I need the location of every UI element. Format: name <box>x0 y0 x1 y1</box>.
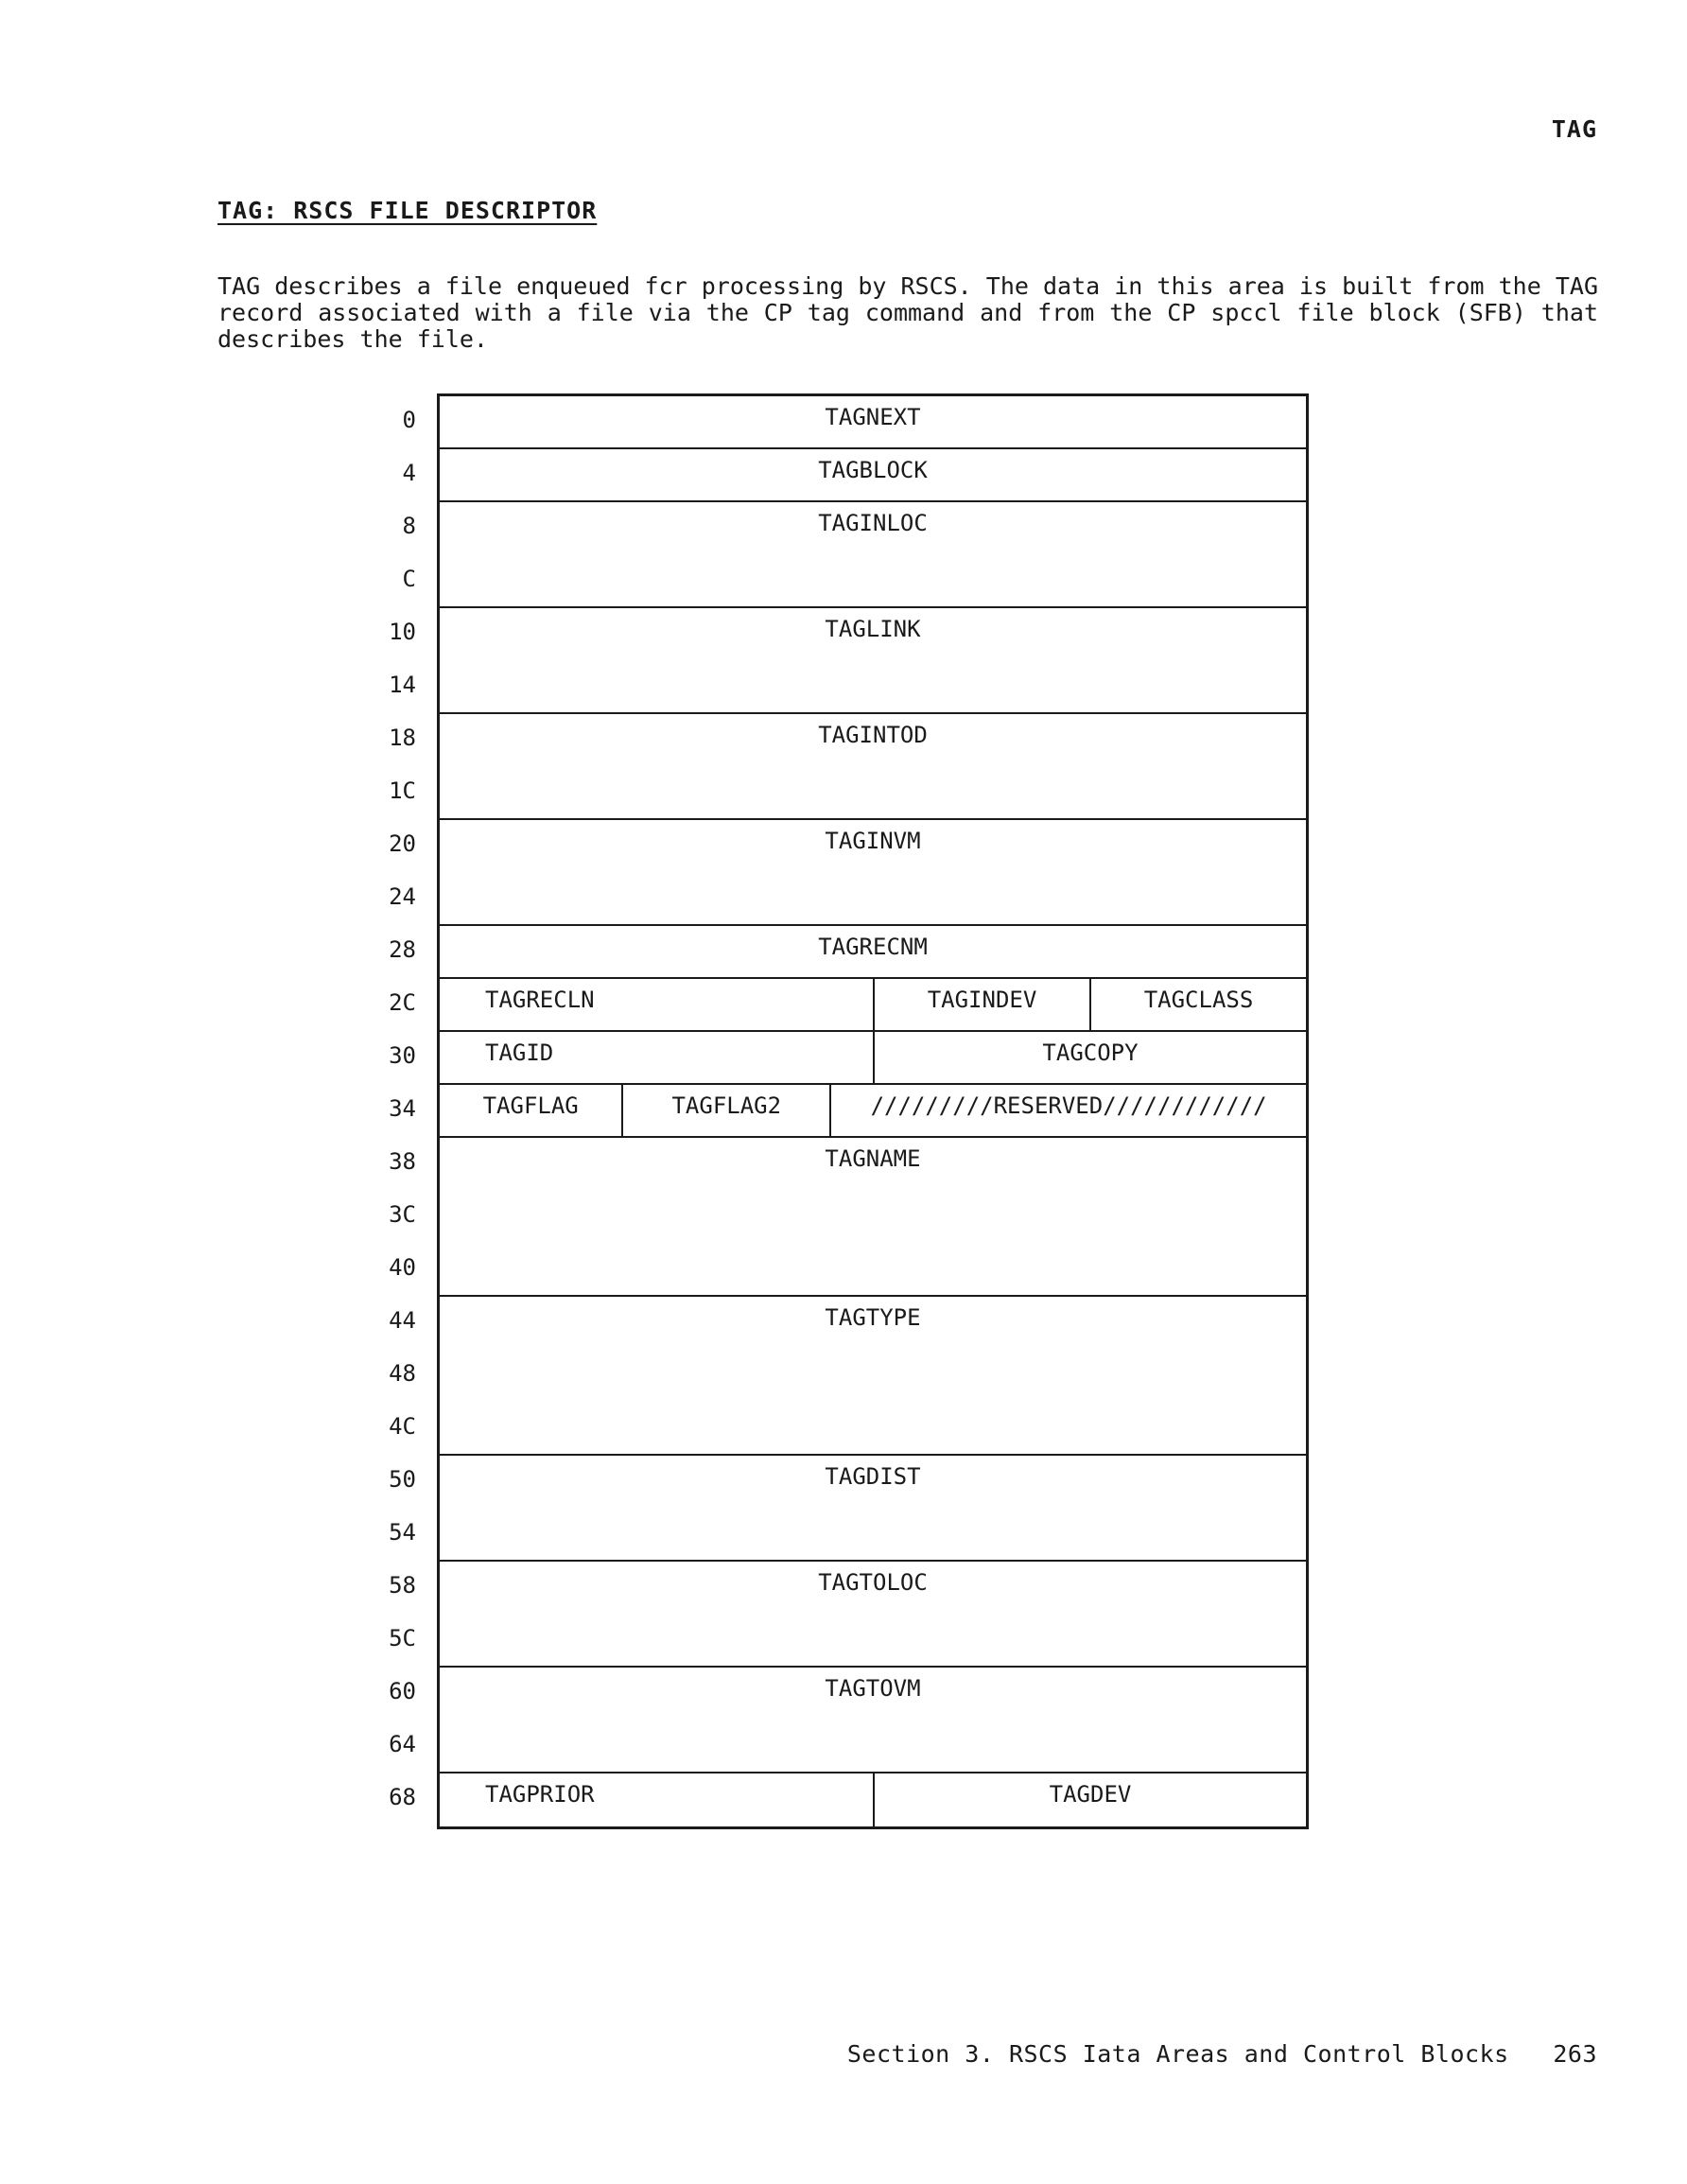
offset-label: 5C <box>389 1625 416 1651</box>
field-tagcopy: TAGCOPY <box>873 1032 1306 1083</box>
row-tagnext <box>440 396 1306 449</box>
offset-label: C <box>402 566 416 592</box>
field-tagrecnm: TAGRECNM <box>818 934 928 960</box>
row-tagtoloc <box>440 1562 1306 1668</box>
field-tagblock: TAGBLOCK <box>818 457 928 483</box>
offset-label: 2C <box>389 989 416 1016</box>
field-tagnext: TAGNEXT <box>825 404 921 430</box>
offset-label: 48 <box>389 1360 416 1387</box>
offset-label: 1C <box>389 778 416 804</box>
row-tagtype <box>440 1297 1306 1456</box>
field-tagclass: TAGCLASS <box>1089 979 1306 1030</box>
offset-label: 18 <box>389 725 416 751</box>
row-tagname <box>440 1138 1306 1297</box>
offset-label: 0 <box>402 407 416 433</box>
field-tagprior: TAGPRIOR <box>485 1781 595 1808</box>
offset-label: 4C <box>389 1413 416 1440</box>
offset-label: 30 <box>389 1042 416 1069</box>
row-tagintod <box>440 714 1306 820</box>
field-tagtovm: TAGTOVM <box>825 1675 921 1702</box>
field-diagram <box>437 393 1309 1829</box>
offset-label: 3C <box>389 1201 416 1228</box>
field-tagtype: TAGTYPE <box>825 1304 921 1331</box>
footer-section-title: Section 3. RSCS Iata Areas and Control Blocks <box>846 2040 1509 2068</box>
field-tagintod: TAGINTOD <box>818 722 928 748</box>
row-tagblock <box>440 449 1306 502</box>
offset-label: 40 <box>389 1254 416 1281</box>
offset-label: 50 <box>389 1466 416 1493</box>
offset-label: 4 <box>402 460 416 486</box>
field-tagdev: TAGDEV <box>873 1773 1306 1826</box>
offset-label: 14 <box>389 672 416 698</box>
row-taginvm <box>440 820 1306 926</box>
offset-label: 20 <box>389 830 416 857</box>
offset-label: 10 <box>389 619 416 645</box>
field-taglink: TAGLINK <box>825 616 921 642</box>
row-tagtovm <box>440 1668 1306 1773</box>
row-taginloc <box>440 502 1306 608</box>
field-tagflag: TAGFLAG <box>482 1092 579 1119</box>
field-tagtoloc: TAGTOLOC <box>818 1569 928 1596</box>
field-taginloc: TAGINLOC <box>818 510 928 536</box>
offset-label: 68 <box>389 1784 416 1810</box>
page-footer <box>847 2040 1597 2068</box>
field-taginvm: TAGINVM <box>825 828 921 854</box>
field-tagdist: TAGDIST <box>825 1463 921 1490</box>
page-title: TAG: RSCS FILE DESCRIPTOR <box>217 197 598 224</box>
field-tagindev: TAGINDEV <box>873 979 1089 1030</box>
offset-label: 8 <box>402 513 416 539</box>
row-tagflag <box>440 1085 1306 1138</box>
offset-label: 58 <box>389 1572 416 1599</box>
field-tagrecln: TAGRECLN <box>485 987 595 1013</box>
row-tagrecln <box>440 979 1306 1032</box>
field-tagname: TAGNAME <box>825 1145 921 1172</box>
row-tagid <box>440 1032 1306 1085</box>
page-number: 263 <box>1553 2040 1597 2068</box>
offset-label: 24 <box>389 883 416 910</box>
field-reserved: /////////RESERVED//////////// <box>829 1085 1306 1136</box>
row-tagprior <box>440 1773 1306 1826</box>
offset-label: 64 <box>389 1731 416 1757</box>
row-taglink <box>440 608 1306 714</box>
offset-label: 44 <box>389 1307 416 1334</box>
row-tagdist <box>440 1456 1306 1562</box>
running-head: TAG <box>1551 115 1597 143</box>
offset-label: 60 <box>389 1678 416 1704</box>
field-tagflag2: TAGFLAG2 <box>621 1085 829 1136</box>
offset-label: 34 <box>389 1095 416 1122</box>
field-tagid: TAGID <box>485 1040 554 1066</box>
offset-label: 38 <box>389 1148 416 1175</box>
offset-label: 54 <box>389 1519 416 1546</box>
row-tagrecnm <box>440 926 1306 979</box>
offset-label: 28 <box>389 936 416 963</box>
description-paragraph: TAG describes a file enqueued fcr processing by RSCS. The data in this area is built from the TAG record associated with a file via the CP tag command and from the CP spccl file block (SFB) that describes the file. <box>217 272 1613 353</box>
